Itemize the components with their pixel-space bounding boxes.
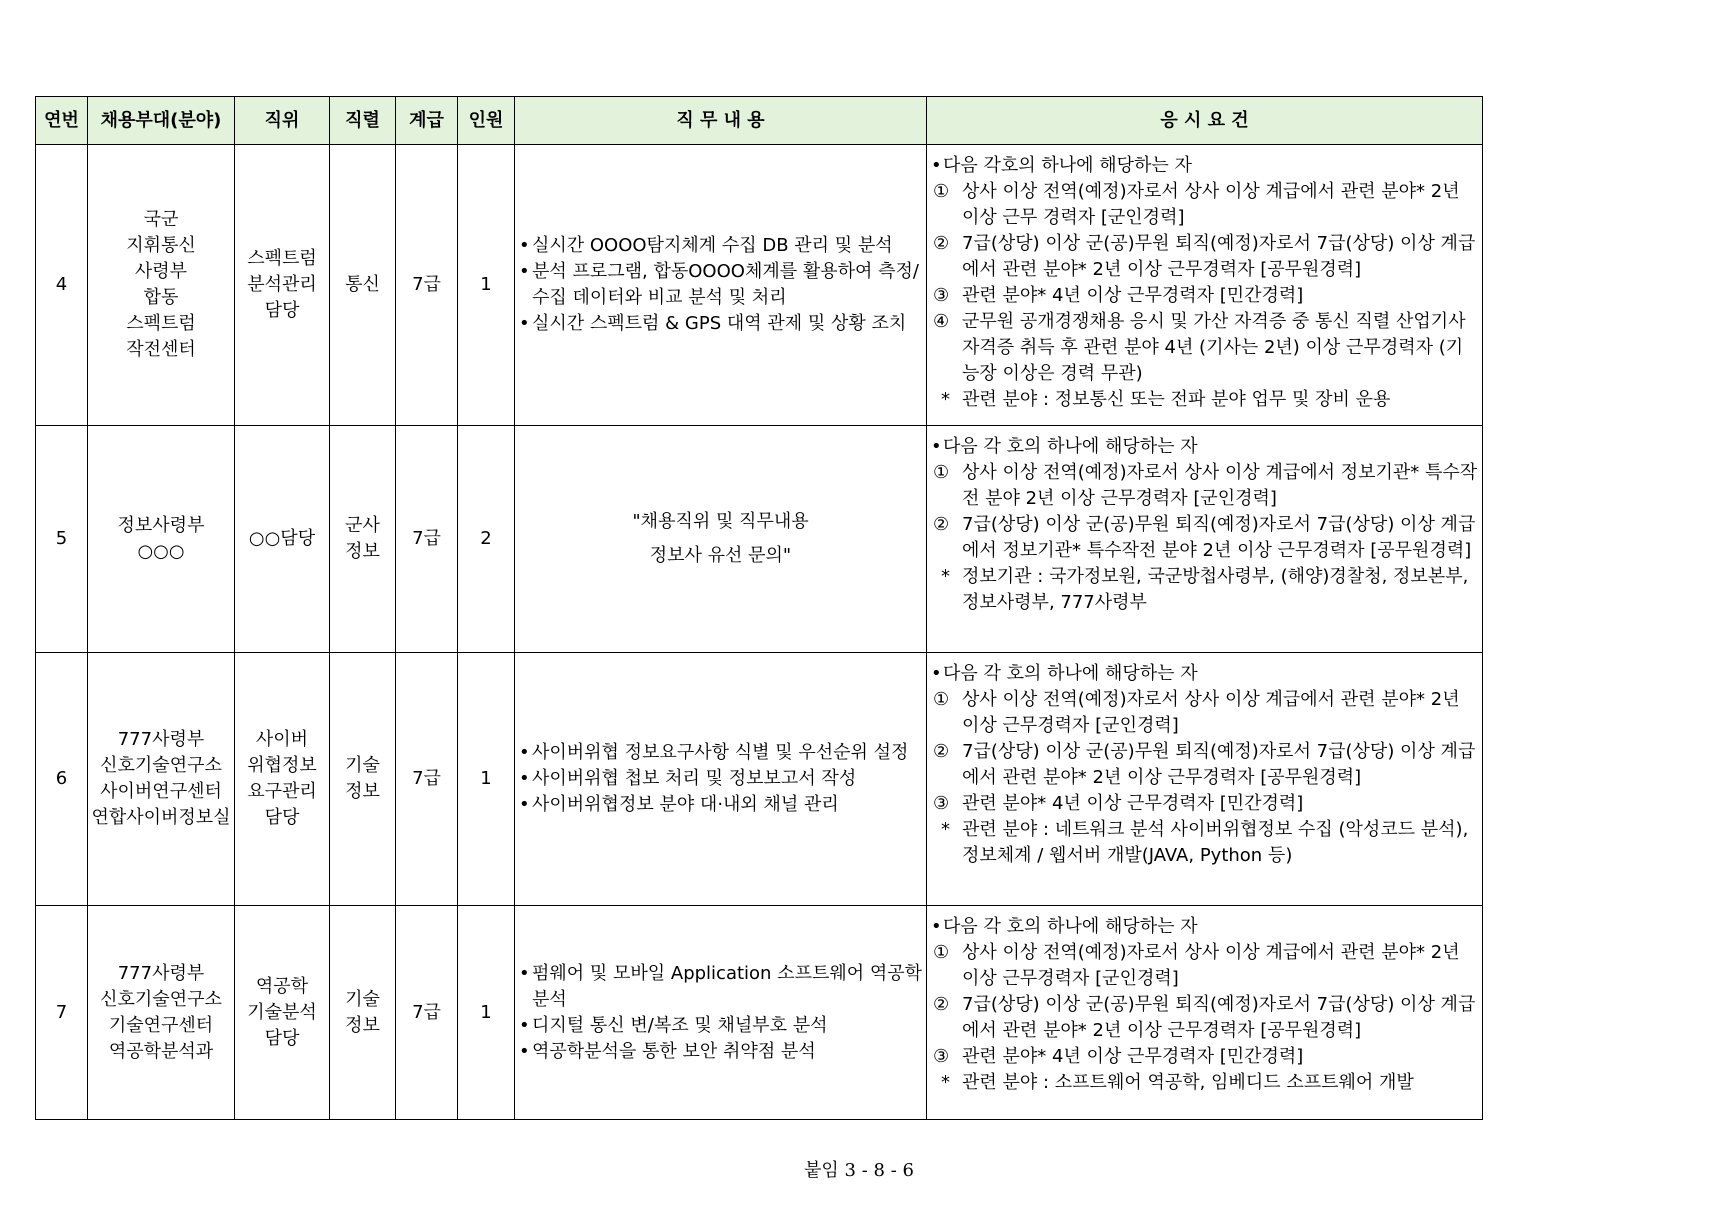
duty-item: • 분석 프로그램, 합동OOOO체계를 활용하여 측정/수집 데이터와 비교 분석 및 처리 [519,259,924,311]
note-text: 정보기관 : 국가정보원, 국군방첩사령부, (해양)경찰청, 정보본부, 정보사령부, 777사령부 [962,566,1469,613]
unit-line: 사령부 [134,261,188,282]
position-cell [235,145,330,426]
duties-list [519,233,924,337]
note-asterisk: * [941,819,950,840]
row-number: 7 [36,906,88,1120]
duty-item: • 사이버위협 첩보 처리 및 정보보고서 작성 [519,766,924,792]
requirement-number: ③ [933,285,950,306]
requirement-item [931,512,1478,564]
unit-line: 신호기술연구소 [100,988,222,1010]
unit-line: 기술연구센터 [108,1014,214,1036]
note-text: 관련 분야 : 네트워크 분석 사이버위협정보 수집 (악성코드 분석), 정보체계 / 웹서버 개발(JAVA, Python 등) [962,819,1469,866]
header-position: 직위 [235,97,330,145]
position-cell [235,906,330,1120]
count-cell: 1 [458,653,515,906]
series-line: 통신 [345,274,380,295]
table-body [36,145,1483,1120]
requirement-text: 7급(상당) 이상 군(공)무원 퇴직(예정)자로서 7급(상당) 이상 계급에서 관련 분야* 2년 이상 근무경력자 [공무원경력] [962,741,1476,788]
series-cell-lines [330,987,395,1039]
grade-cell: 7급 [396,906,458,1120]
unit-cell-lines [88,727,234,831]
page-footer: 붙임 3 - 8 - 6 [804,1160,914,1181]
header-count: 인원 [458,97,515,145]
duty-item: • 역공학분석을 통한 보안 취약점 분석 [519,1039,924,1065]
unit-cell-lines [88,513,234,565]
position-line: 위협정보 [247,755,317,776]
requirement-text: 7급(상당) 이상 군(공)무원 퇴직(예정)자로서 7급(상당) 이상 계급에서 관련 분야* 2년 이상 근무경력자 [공무원경력] [962,233,1476,280]
position-cell [235,426,330,653]
position-cell-lines [235,974,329,1052]
requirements-cell [927,906,1483,1120]
requirement-text: 상사 이상 전역(예정)자로서 상사 이상 계급에서 정보기관* 특수작전 분야 2년 이상 근무경력자 [군인경력] [962,462,1478,509]
requirement-note [931,1070,1478,1096]
requirement-item [931,309,1478,387]
series-cell [330,653,396,906]
unit-line: 777사령부 [117,729,205,750]
note-asterisk: * [941,389,950,410]
series-cell [330,906,396,1120]
requirement-text: 관련 분야* 4년 이상 근무경력자 [민간경력] [962,285,1304,306]
requirement-number: ② [933,741,950,762]
unit-line: 신호기술연구소 [100,755,222,776]
requirement-item [931,739,1478,791]
duty-item: • 사이버위협 정보요구사항 식별 및 우선순위 설정 [519,740,924,766]
header-requirements: 응 시 요 건 [927,97,1483,145]
duties-list [519,961,924,1065]
position-line: 담당 [264,1027,300,1049]
header-no: 연번 [36,97,88,145]
series-line: 정보 [345,1014,380,1036]
requirements-intro: • 다음 각 호의 하나에 해당하는 자 [931,914,1478,940]
position-line: 분석관리 [247,274,317,295]
unit-line: 지휘통신 [126,235,196,256]
table-row [36,426,1483,653]
requirement-item [931,687,1478,739]
unit-line: ○○○ [137,541,185,562]
requirement-text: 관련 분야* 4년 이상 근무경력자 [민간경력] [962,793,1304,814]
requirement-item [931,460,1478,512]
duties-list [519,740,924,818]
grade-cell: 7급 [396,653,458,906]
note-text: 관련 분야 : 소프트웨어 역공학, 임베디드 소프트웨어 개발 [962,1072,1414,1093]
requirement-text: 상사 이상 전역(예정)자로서 상사 이상 계급에서 관련 분야* 2년 이상 근무경력자 [군인경력] [962,942,1460,989]
duties-cell [515,145,927,426]
requirement-number: ③ [933,793,950,814]
row-number: 5 [36,426,88,653]
recruitment-table [35,96,1483,1120]
requirement-item [931,791,1478,817]
table-header-row [36,97,1483,145]
requirement-text: 상사 이상 전역(예정)자로서 상사 이상 계급에서 관련 분야* 2년 이상 근무경력자 [군인경력] [962,689,1460,736]
table-row [36,906,1483,1120]
header-duties: 직 무 내 용 [515,97,927,145]
grade-cell: 7급 [396,426,458,653]
series-line: 정보 [345,781,380,802]
series-cell [330,145,396,426]
requirement-note [931,564,1478,616]
requirements-intro: • 다음 각 호의 하나에 해당하는 자 [931,661,1478,687]
unit-line: 역공학분석과 [108,1040,214,1062]
requirement-item [931,231,1478,283]
position-line: ○○담당 [248,528,316,549]
unit-line: 작전센터 [126,339,196,360]
unit-cell-lines [88,207,234,363]
duty-item: • 펌웨어 및 모바일 Application 소프트웨어 역공학분석 [519,961,924,1013]
position-line: 사이버 [255,729,309,750]
note-asterisk: * [941,1072,950,1093]
requirement-number: ① [933,181,950,202]
position-cell-lines [235,246,329,324]
unit-line: 777사령부 [117,962,205,984]
requirement-number: ② [933,994,950,1015]
requirement-text: 관련 분야* 4년 이상 근무경력자 [민간경력] [962,1046,1304,1067]
header-grade: 계급 [396,97,458,145]
count-cell: 2 [458,426,515,653]
duty-item: • 사이버위협정보 분야 대·내외 채널 관리 [519,792,924,818]
requirements-cell [927,145,1483,426]
requirements-cell [927,426,1483,653]
note-asterisk: * [941,566,950,587]
requirement-number: ③ [933,1046,950,1067]
requirement-number: ④ [933,311,950,332]
unit-cell-lines [88,961,234,1065]
unit-line: 국군 [143,209,179,230]
grade-cell: 7급 [396,145,458,426]
requirement-item [931,940,1478,992]
position-line: 기술분석 [247,1001,317,1023]
duty-item: • 디지털 통신 변/복조 및 채널부호 분석 [519,1013,924,1039]
duties-cell [515,653,927,906]
header-series: 직렬 [330,97,396,145]
unit-cell [88,145,235,426]
unit-line: 연합사이버정보실 [91,807,231,828]
requirement-number: ① [933,462,950,483]
duty-note-line: 정보사 유선 문의" [649,545,792,566]
unit-cell [88,906,235,1120]
series-cell-lines [330,513,395,565]
requirement-item [931,992,1478,1044]
requirement-item [931,283,1478,309]
row-number: 6 [36,653,88,906]
requirement-text: 7급(상당) 이상 군(공)무원 퇴직(예정)자로서 7급(상당) 이상 계급에서 정보기관* 특수작전 분야 2년 이상 근무경력자 [공무원경력] [962,514,1476,561]
header-unit: 채용부대(분야) [88,97,235,145]
requirement-number: ② [933,233,950,254]
duty-item: • 실시간 스펙트럼 & GPS 대역 관제 및 상황 조치 [519,311,924,337]
position-cell-lines [235,526,329,552]
duty-note-line: "채용직위 및 직무내용 [632,511,809,532]
table-row [36,653,1483,906]
requirements-cell [927,653,1483,906]
requirement-number: ① [933,689,950,710]
position-line: 요구관리 [247,781,317,802]
duties-inquiry-note [515,505,926,573]
series-line: 군사 [345,515,380,536]
unit-line: 정보사령부 [117,515,205,536]
position-line: 역공학 [255,975,309,997]
position-line: 담당 [264,807,300,828]
requirement-note [931,817,1478,869]
unit-line: 사이버연구센터 [100,781,222,802]
count-cell: 1 [458,906,515,1120]
requirement-number: ② [933,514,950,535]
requirement-text: 군무원 공개경쟁채용 응시 및 가산 자격증 중 통신 직렬 산업기사 자격증 취득 후 관련 분야 4년 (기사는 2년) 이상 근무경력자 (기능장 이상은 경력 무관) [962,311,1466,384]
series-line: 기술 [345,988,380,1010]
series-line: 기술 [345,755,380,776]
requirement-item [931,1044,1478,1070]
position-cell-lines [235,727,329,831]
position-line: 스펙트럼 [247,248,317,269]
note-text: 관련 분야 : 정보통신 또는 전파 분야 업무 및 장비 운용 [962,389,1391,410]
requirement-text: 7급(상당) 이상 군(공)무원 퇴직(예정)자로서 7급(상당) 이상 계급에서 관련 분야* 2년 이상 근무경력자 [공무원경력] [962,994,1476,1041]
unit-line: 스펙트럼 [126,313,196,334]
requirement-text: 상사 이상 전역(예정)자로서 상사 이상 계급에서 관련 분야* 2년 이상 근무 경력자 [군인경력] [962,181,1460,228]
series-cell-lines [330,272,395,298]
table-row [36,145,1483,426]
requirement-item [931,179,1478,231]
requirement-number: ① [933,942,950,963]
unit-line: 합동 [143,287,179,308]
unit-cell [88,426,235,653]
duty-item: • 실시간 OOOO탐지체계 수집 DB 관리 및 분석 [519,233,924,259]
unit-cell [88,653,235,906]
series-cell-lines [330,753,395,805]
requirement-note [931,387,1478,413]
row-number: 4 [36,145,88,426]
series-line: 정보 [345,541,380,562]
count-cell: 1 [458,145,515,426]
duties-cell [515,426,927,653]
requirements-intro: • 다음 각호의 하나에 해당하는 자 [931,153,1478,179]
requirements-intro: • 다음 각 호의 하나에 해당하는 자 [931,434,1478,460]
series-cell [330,426,396,653]
position-line: 담당 [264,300,300,321]
position-cell [235,653,330,906]
duties-cell [515,906,927,1120]
